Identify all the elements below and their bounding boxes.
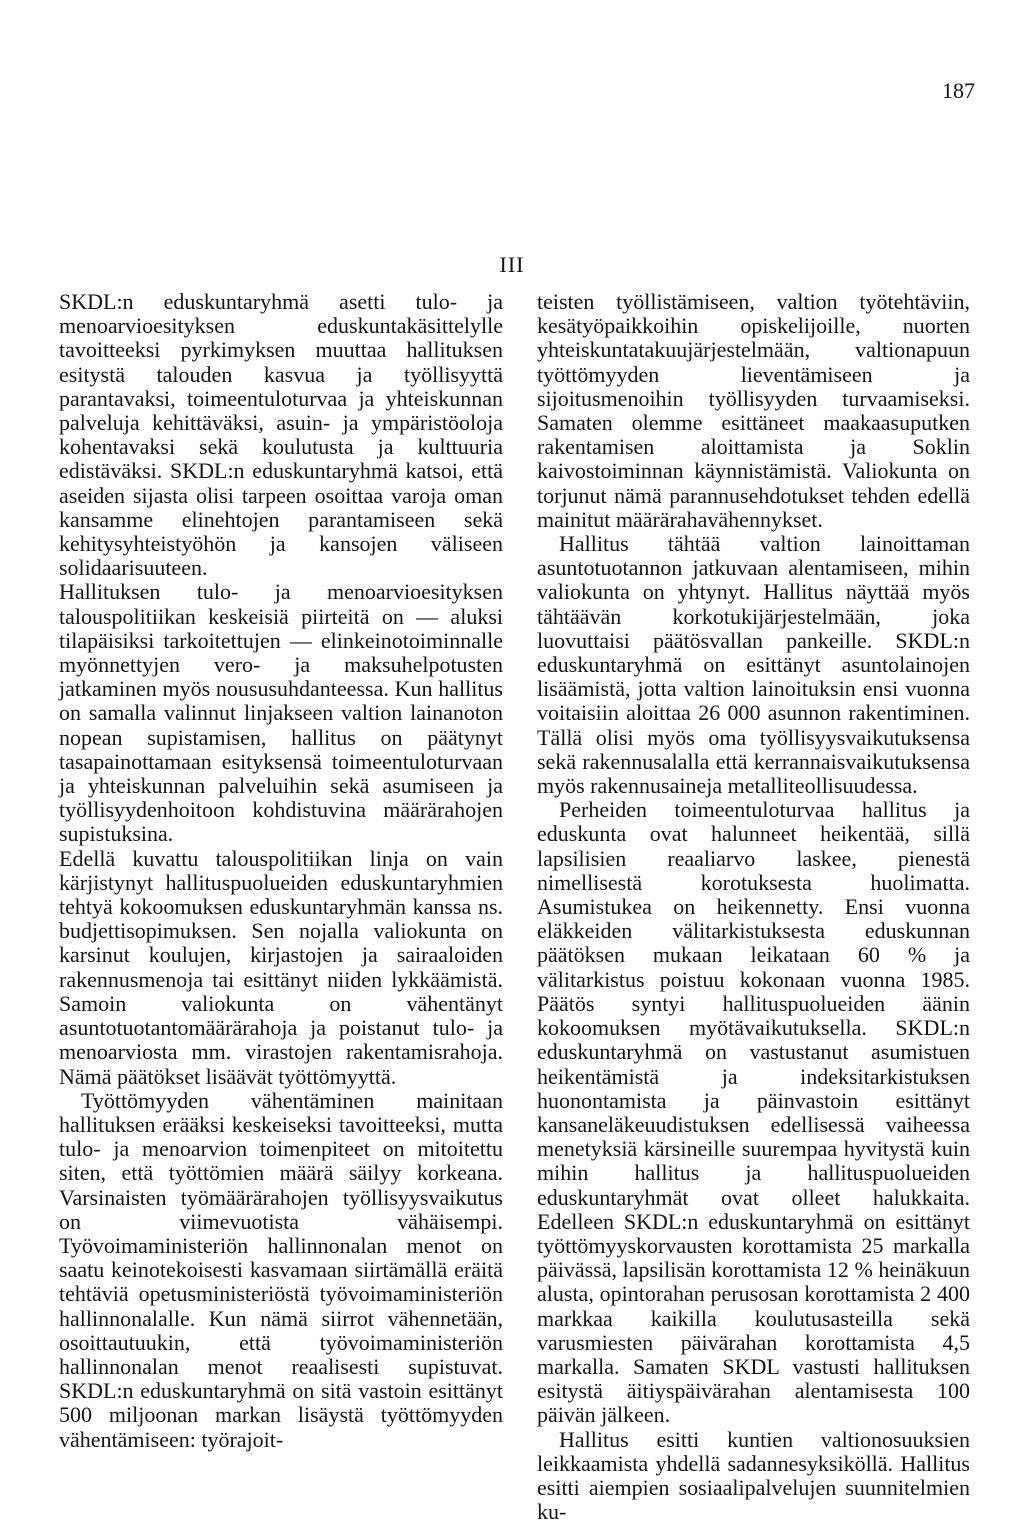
section-number: III xyxy=(499,252,525,277)
right-column xyxy=(537,290,970,1524)
paragraph: Edellä kuvattu talouspolitiikan linja on vain kärjistynyt hallituspuolueiden eduskuntaryhmien tehtyä kokoomuksen eduskuntaryhmän kanssa ns. budjettisopimuksen. Sen nojalla valiokunta on karsinut koulujen, kirjastojen ja sairaaloiden rakennusmenoja tai esittänyt niiden lykkäämistä. Samoin valiokunta on vähentänyt asuntotuotantomäärärahoja ja poistanut tulo- ja menoarviosta mm. virastojen rakentamisrahoja. Nämä päätökset lisäävät työttömyyttä. xyxy=(59,845,503,1089)
paragraph: Hallitus esitti kuntien valtionosuuksien leikkaamista yhdellä sadannesyksiköllä. Hallitus esitti aiempien sosiaalipalvelujen suunnitelmien ku- xyxy=(537,1426,970,1524)
paragraph: teisten työllistämiseen, valtion työtehtäviin, kesätyöpaikkoihin opiskelijoille, nuorten yhteiskuntatakuujärjestelmään, valtionapuun työttömyyden lieventämiseen ja sijoitusmenoihin työllisyyden turvaamiseksi. Samaten olemme esittäneet maakaasuputken rakentamisen aloittamista ja Soklin kaivostoiminnan käynnistämistä. Valiokunta on torjunut nämä parannusehdotukset tehden edellä mainitut määrärahavähennykset. xyxy=(537,289,970,532)
paragraph: SKDL:n eduskuntaryhmä asetti tulo- ja menoarvioesityksen eduskuntakäsittelylle tavoitteeksi pyrkimyksen muuttaa hallituksen esitystä talouden kasvua ja työllisyyttä parantavaksi, toimeentuloturvaa ja yhteiskunnan palveluja kehittäväksi, asuin- ja ympäristöoloja kohentavaksi sekä koulutusta ja kulttuuria edistäväksi. SKDL:n eduskuntaryhmä katsoi, että aseiden sijasta olisi tarpeen osoittaa varoja oman kansamme elinehtojen parantamiseen sekä kehitysyhteistyöhön ja kansojen väliseen solidaarisuuteen. xyxy=(59,289,503,581)
page-number: 187 xyxy=(942,78,975,103)
left-column xyxy=(59,290,503,1452)
paragraph: Työttömyyden vähentäminen mainitaan hallituksen erääksi keskeiseksi tavoitteeksi, mutta tulo- ja menoarvion toimenpiteet on mitoitettu siten, että työttömien määrä säilyy korkeana. Varsinaisten työmäärärahojen työllisyysvaikutus on viimevuotista vähäisempi. Työvoimaministeriön hallinnonalan menot on saatu keinotekoisesti kasvamaan siirtämällä eräitä tehtäviä opetusministeriöstä työvoimaministeriön hallinnonalalle. Kun nämä siirrot vähennetään, osoittautuukin, että työvoimaministeriön hallinnonalan menot reaalisesti supistuvat. SKDL:n eduskuntaryhmä on sitä vastoin esittänyt 500 miljoonan markan lisäystä työttömyyden vähentämiseen: työrajoit- xyxy=(59,1087,503,1452)
paragraph: Perheiden toimeentuloturvaa hallitus ja eduskunta ovat halunneet heikentää, sillä lapsilisien reaaliarvo laskee, pienestä nimellisestä korotuksesta huolimatta. Asumistukea on heikennetty. Ensi vuonna eläkkeiden välitarkistuksesta eduskunnan päätöksen mukaan leikataan 60 % ja välitarkistus poistuu kokonaan vuonna 1985. Päätös syntyi hallituspuolueiden äänin kokoomuksen myötävaikutuksella. SKDL:n eduskuntaryhmä on vastustanut asumistuen heikentämistä ja indeksitarkistuksen huonontamista ja päinvastoin esittänyt kansaneläkeuudistuksen edellisessä vaiheessa menetyksiä kärsineille suurempaa hyvitystä kuin mihin hallitus ja hallituspuolueiden eduskuntaryhmät ovat olleet halukkaita. Edelleen SKDL:n eduskuntaryhmä on esittänyt työttömyyskorvausten korottamista 25 markalla päivässä, lapsilisän korottamista 12 % heinäkuun alusta, opintorahan perusosan korottamista 2 400 markkaa kaikilla koulutusasteilla sekä varusmiesten päivärahan korottamista 4,5 markalla. Samaten SKDL vastusti hallituksen esitystä äitiyspäivärahan alentamisesta 100 päivän jälkeen. xyxy=(537,797,970,1428)
paragraph: Hallitus tähtää valtion lainoittaman asuntotuotannon jatkuvaan alentamiseen, mihin valiokunta on yhtynyt. Hallitus näyttää myös tähtäävän korkotukijärjestelmään, joka luovuttaisi päätösvallan pankeille. SKDL:n eduskuntaryhmä on esittänyt asuntolainojen lisäämistä, jotta valtion lainoituksin ensi vuonna voitaisiin aloittaa 26 000 asunnon rakentiminen. Tällä olisi myös oma työllisyysvaikutuksensa sekä rakennusalalla että kerrannaisvaikutuksensa myös rakennusaineja metalliteollisuudessa. xyxy=(537,531,970,799)
paragraph: Hallituksen tulo- ja menoarvioesityksen talouspolitiikan keskeisiä piirteitä on — aluksi tilapäisiksi tarkoitettujen — elinkeinotoiminnalle myönnettyjen vero- ja maksuhelpotusten jatkaminen myös noususuhdanteessa. Kun hallitus on samalla valinnut linjakseen valtion lainanoton nopean supistamisen, hallitus on päätynyt tasapainottamaan esityksensä toimeentuloturvaan ja yhteiskunnan palveluihin sekä asumiseen ja työllisyydenhoitoon kohdistuvina määrärahojen supistuksina. xyxy=(59,579,503,847)
